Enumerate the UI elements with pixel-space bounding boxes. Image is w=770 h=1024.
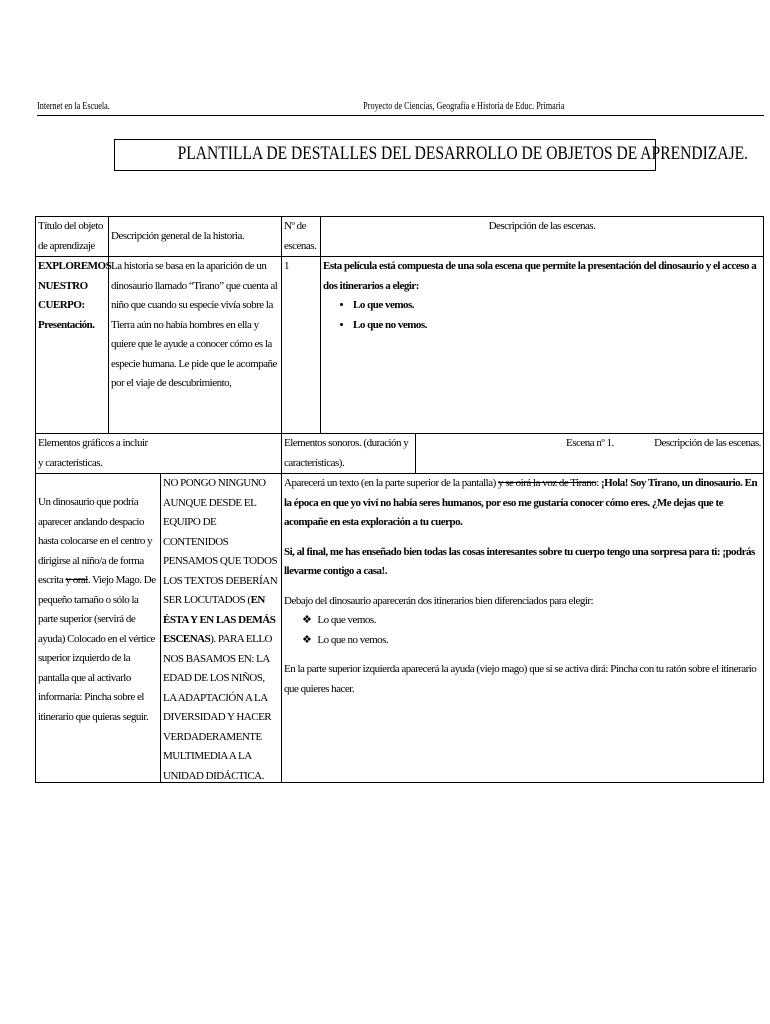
sound-text-2: ). PARA ELLO NOS BASAMOS EN: LA EDAD DE LOS NIÑOS, LA ADAPTACIÓN A LA DIVERSIDAD Y HACER VERDADERAMENTE MULTIMEDIA A LA UNIDAD DIDÁCTICA. [163,633,272,782]
scene-number: Escena nº 1. [566,437,614,449]
scene-p1-strike: y se oirá la voz de Tirano [498,477,597,489]
title-text: PLANTILLA DE DESTALLES DEL DESARROLLO DE OBJETOS DE APRENDIZAJE. [177,143,749,164]
scenes-intro: Esta película está compuesta de una sola escena que permite la presentación del dinosaurio y el acceso a dos itinerarios a elegir: [323,260,757,292]
details-table [35,216,764,783]
scene-p1-end: : [596,477,599,489]
scene-desc-header: Descripción de las escenas. [654,437,761,449]
table2-content-row [36,474,764,783]
graphic-text-2: . Viejo Mago. De pequeño tamaño o sólo la parte superior (servirá de ayuda) Colocado en el vértice superior izquierdo de la pantalla que al activarlo informaría: Pincha sobre el itinerario que quieras seguir. [38,574,156,723]
header-titulo: Título del objeto de aprendizaje [36,217,109,257]
document-title [114,139,749,171]
sound-text-1: NO PONGO NINGUNO AUNQUE DESDE EL EQUIPO DE CONTENIDOS PENSAMOS QUE TODOS LOS TEXTOS DEBERÍAN SER LOCUTADOS ( [163,477,278,606]
header-left: Internet en la Escuela. [37,101,110,112]
header-escenas: Descripción de las escenas. [321,217,764,257]
sound-bold: EN ÉSTA Y EN LAS DEMÁS ESCENAS [163,594,276,645]
graphic-text-1: Un dinosaurio que podría aparecer andando despacio hasta colocarse en el centro y dirigirse al niño/a de forma escrita [38,496,153,586]
scene-p1-bold: ¡Hola! Soy Tirano, un dinosaurio. En la época en que yo viví no había seres humanos, por eso me gustaría conocer cómo eres. ¿Me dejas que te acompañe en esta exploración a tu cuerpo. [284,477,758,528]
header-graficos [36,434,282,474]
object-title: EXPLOREMOS NUESTRO CUERPO: Presentación. [36,257,109,434]
list-item: ❖ Lo que vemos. [302,611,761,631]
header-num: Nº de escenas. [282,217,321,257]
scenes-description [321,257,764,434]
table1-header-row [36,217,764,257]
table1-content-row [36,257,764,434]
scene-p3: Debajo del dinosaurio aparecerán dos itinerarios bien diferenciados para elegir: [284,594,594,607]
header-right: Proyecto de Ciencias, Geografía e Historia de Educ. Primaria [362,101,564,112]
page-header [37,101,764,116]
list-item: ❖ Lo que no vemos. [302,631,761,651]
sound-elements [161,474,281,782]
story-description: La historia se basa en la aparición de un dinosaurio llamado “Tirano” que cuenta al niño que cuando su especie vivía sobre la Tierra aún no había hombres en ella y quiere que le ayude a conocer cómo es la especie humana. Le pide que le acompañe por el viaje de descubrimiento, [109,257,282,434]
itinerary-list [323,296,761,335]
header-graficos-text: Elementos gráficos a incluir y características. [38,437,148,469]
scene-detail [282,474,764,783]
scene-p1 [284,474,761,533]
scene-count: 1 [282,257,321,434]
list-item: • Lo que vemos. [353,296,761,316]
scene-p1-text: Aparecerá un texto (en la parte superior de la pantalla) [284,477,496,489]
graficos-sonoros-cell [36,474,282,783]
header-sonoros-escena [282,434,764,474]
header-sonoros: Elementos sonoros. (duración y características). [282,434,416,473]
header-escena [416,434,763,473]
table2-header-row [36,434,764,474]
graphic-strike: y oral [65,574,88,586]
list-item: • Lo que no vemos. [353,316,761,336]
scene-itinerary-list [284,611,761,650]
scene-p4: En la parte superior izquierda aparecerá la ayuda (viejo mago) que si se activa dirá: Pincha con tu ratón sobre el itinerario que quieres hacer. [284,663,757,695]
graphic-elements [36,474,161,782]
header-desc: Descripción general de la historia. [109,217,282,257]
scene-p2: Si, al final, me has enseñado bien todas las cosas interesantes sobre tu cuerpo tengo una sorpresa para ti: ¡podrás llevarme contigo a casa!. [284,545,755,577]
